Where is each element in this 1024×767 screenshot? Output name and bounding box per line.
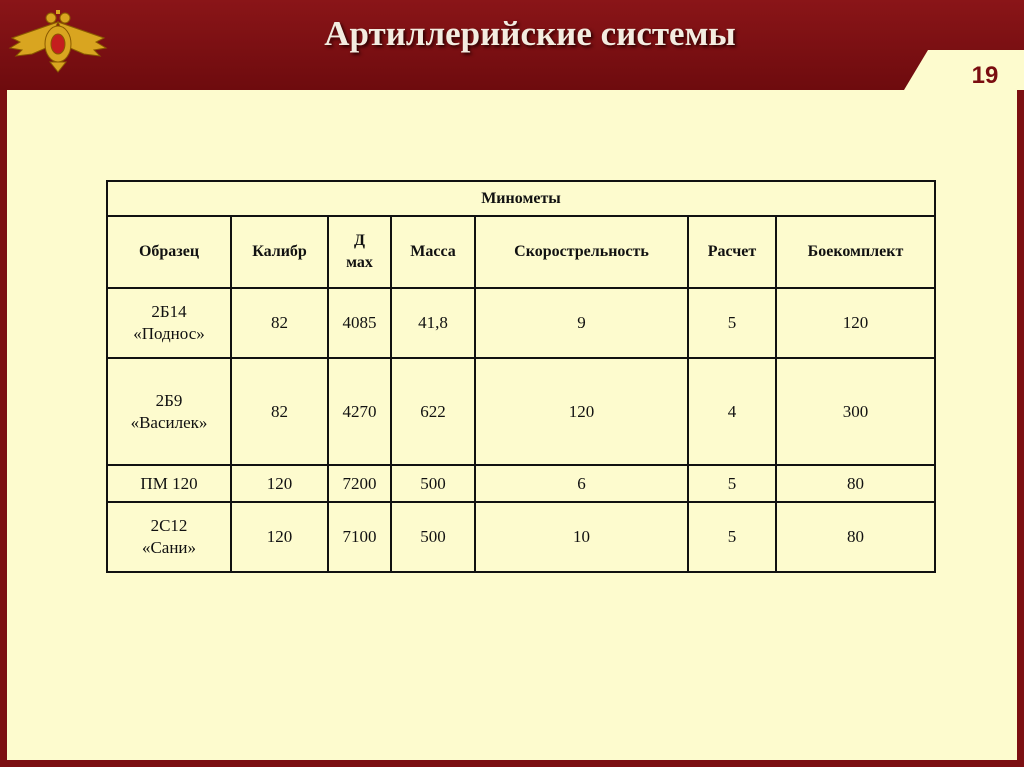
cell-rate: 9 [475,288,688,358]
table-row [107,288,935,358]
mortar-table [106,180,936,573]
cell-model [107,288,231,358]
cell-mass: 500 [391,465,475,502]
column-header-model: Образец [107,216,231,288]
table-caption: Минометы [107,181,935,216]
cell-crew: 5 [688,465,776,502]
table-row [107,502,935,572]
column-header-mass: Масса [391,216,475,288]
model-name: 2Б9 [155,390,183,410]
column-header-max-range-d: Д [353,232,365,249]
cell-caliber: 120 [231,465,328,502]
table-caption-row [107,181,935,216]
column-header-caliber: Калибр [231,216,328,288]
table-header-row [107,216,935,288]
cell-ammo: 80 [776,465,935,502]
column-header-max-range [328,216,391,288]
column-header-rate-of-fire: Скорострельность [475,216,688,288]
cell-caliber: 82 [231,288,328,358]
cell-range: 4270 [328,358,391,465]
cell-ammo: 120 [776,288,935,358]
table-row [107,465,935,502]
cell-rate: 120 [475,358,688,465]
cell-rate: 10 [475,502,688,572]
cell-ammo: 80 [776,502,935,572]
cell-caliber: 82 [231,358,328,465]
column-header-crew: Расчет [688,216,776,288]
table-row [107,358,935,465]
cell-crew: 5 [688,502,776,572]
cell-range: 7200 [328,465,391,502]
cell-model [107,502,231,572]
model-name: 2Б14 [151,302,187,321]
column-header-max-range-max: мах [346,254,373,271]
cell-model: ПМ 120 [107,465,231,502]
cell-rate: 6 [475,465,688,502]
cell-mass: 500 [391,502,475,572]
cell-mass: 622 [391,358,475,465]
column-header-ammo-load: Боекомплект [776,216,935,288]
cell-caliber: 120 [231,502,328,572]
cell-crew: 4 [688,358,776,465]
cell-model [107,358,231,465]
cell-range: 4085 [328,288,391,358]
model-name: 2С12 [150,516,188,535]
cell-crew: 5 [688,288,776,358]
page-number: 19 [971,62,999,89]
cell-ammo: 300 [776,358,935,465]
model-nickname: «Сани» [141,538,197,557]
cell-range: 7100 [328,502,391,572]
slide-header [0,0,1024,90]
slide-title: Артиллерийские системы [324,14,736,53]
cell-mass: 41,8 [391,288,475,358]
model-nickname: «Поднос» [133,324,205,343]
model-nickname: «Василек» [130,412,208,432]
